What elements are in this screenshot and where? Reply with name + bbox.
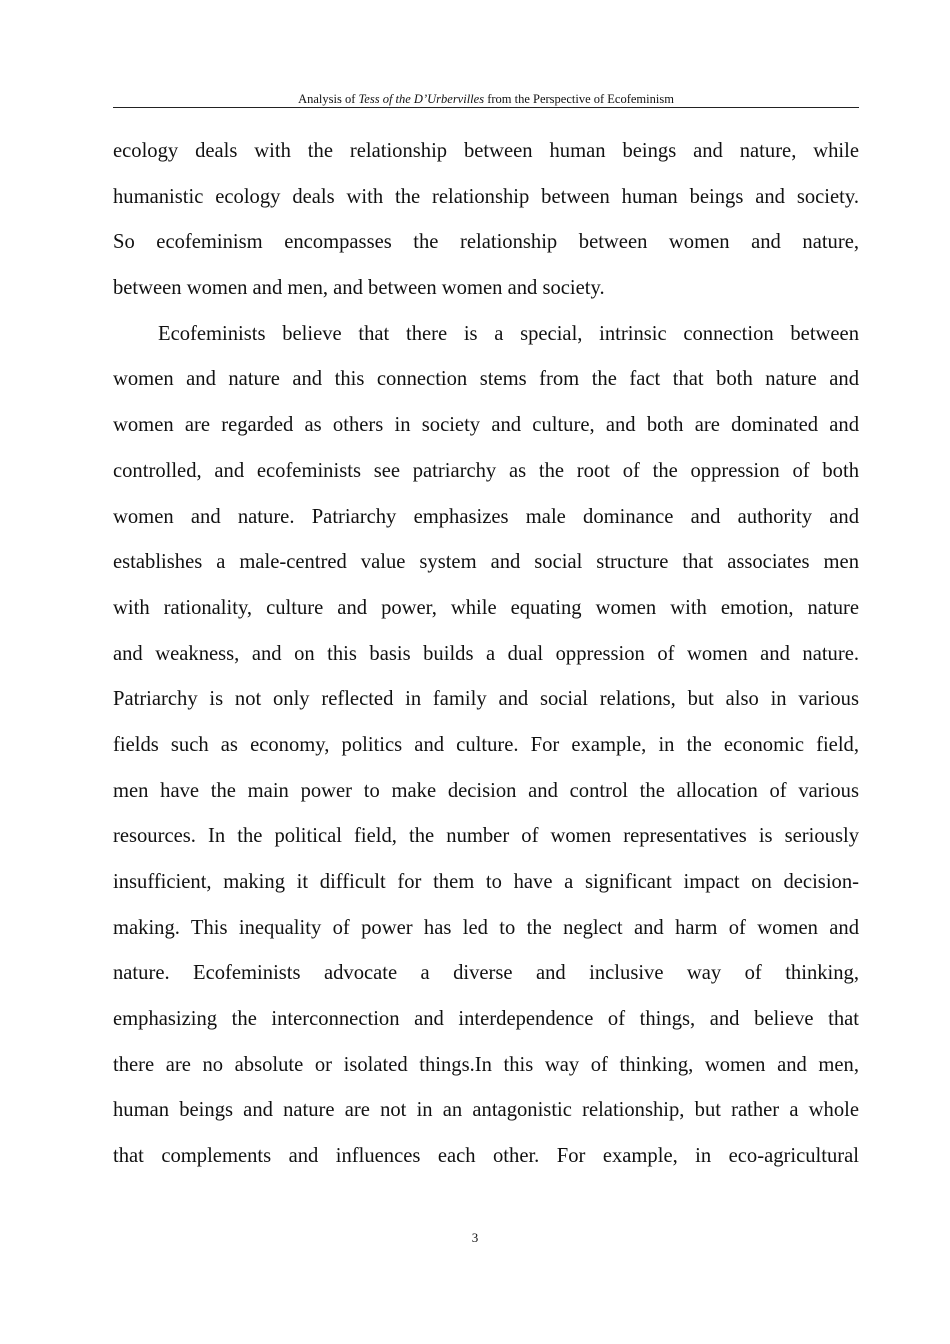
text-line: making. This inequality of power has led to the neglect and harm of women and — [113, 916, 859, 939]
text-line: emphasizing the interconnection and interdependence of things, and believe that — [113, 1008, 859, 1031]
text-line: with rationality, culture and power, while equating women with emotion, nature — [113, 596, 859, 619]
header-suffix: from the Perspective of Ecofeminism — [484, 92, 674, 106]
text-line: human beings and nature are not in an antagonistic relationship, but rather a whole — [113, 1099, 859, 1122]
text-line: women are regarded as others in society and culture, and both are dominated and — [113, 414, 859, 437]
text-line: Ecofeminists believe that there is a special, intrinsic connection between — [158, 322, 859, 345]
text-line: that complements and influences each other. For example, in eco-agricultural — [113, 1145, 859, 1168]
text-line: there are no absolute or isolated things.In this way of thinking, women and men, — [113, 1053, 859, 1076]
body-text — [113, 129, 859, 1180]
text-line: and weakness, and on this basis builds a dual oppression of women and nature. — [113, 642, 859, 665]
text-line: Patriarchy is not only reflected in family and social relations, but also in various — [113, 688, 859, 711]
running-header — [113, 91, 859, 108]
text-line: insufficient, making it difficult for them to have a significant impact on decision- — [113, 871, 859, 893]
text-line: fields such as economy, politics and culture. For example, in the economic field, — [113, 733, 859, 756]
text-line: controlled, and ecofeminists see patriarchy as the root of the oppression of both — [113, 459, 859, 482]
header-prefix: Analysis of — [298, 92, 359, 106]
text-line: nature. Ecofeminists advocate a diverse and inclusive way of thinking, — [113, 962, 859, 985]
page-number: 3 — [471, 1230, 479, 1245]
header-book-title: Tess of the D’Urbervilles — [358, 92, 485, 106]
text-line: women and nature. Patriarchy emphasizes male dominance and authority and — [113, 505, 859, 528]
text-line: resources. In the political field, the number of women representatives is seriously — [113, 825, 859, 848]
text-line: between women and men, and between women and society. — [113, 277, 605, 300]
text-line: So ecofeminism encompasses the relationship between women and nature, — [113, 231, 859, 254]
text-line: establishes a male-centred value system and social structure that associates men — [113, 551, 859, 574]
text-line: women and nature and this connection stems from the fact that both nature and — [113, 368, 859, 391]
text-line: humanistic ecology deals with the relationship between human beings and society. — [113, 185, 859, 208]
text-line: ecology deals with the relationship between human beings and nature, while — [113, 140, 859, 162]
text-line: men have the main power to make decision and control the allocation of various — [113, 779, 859, 802]
